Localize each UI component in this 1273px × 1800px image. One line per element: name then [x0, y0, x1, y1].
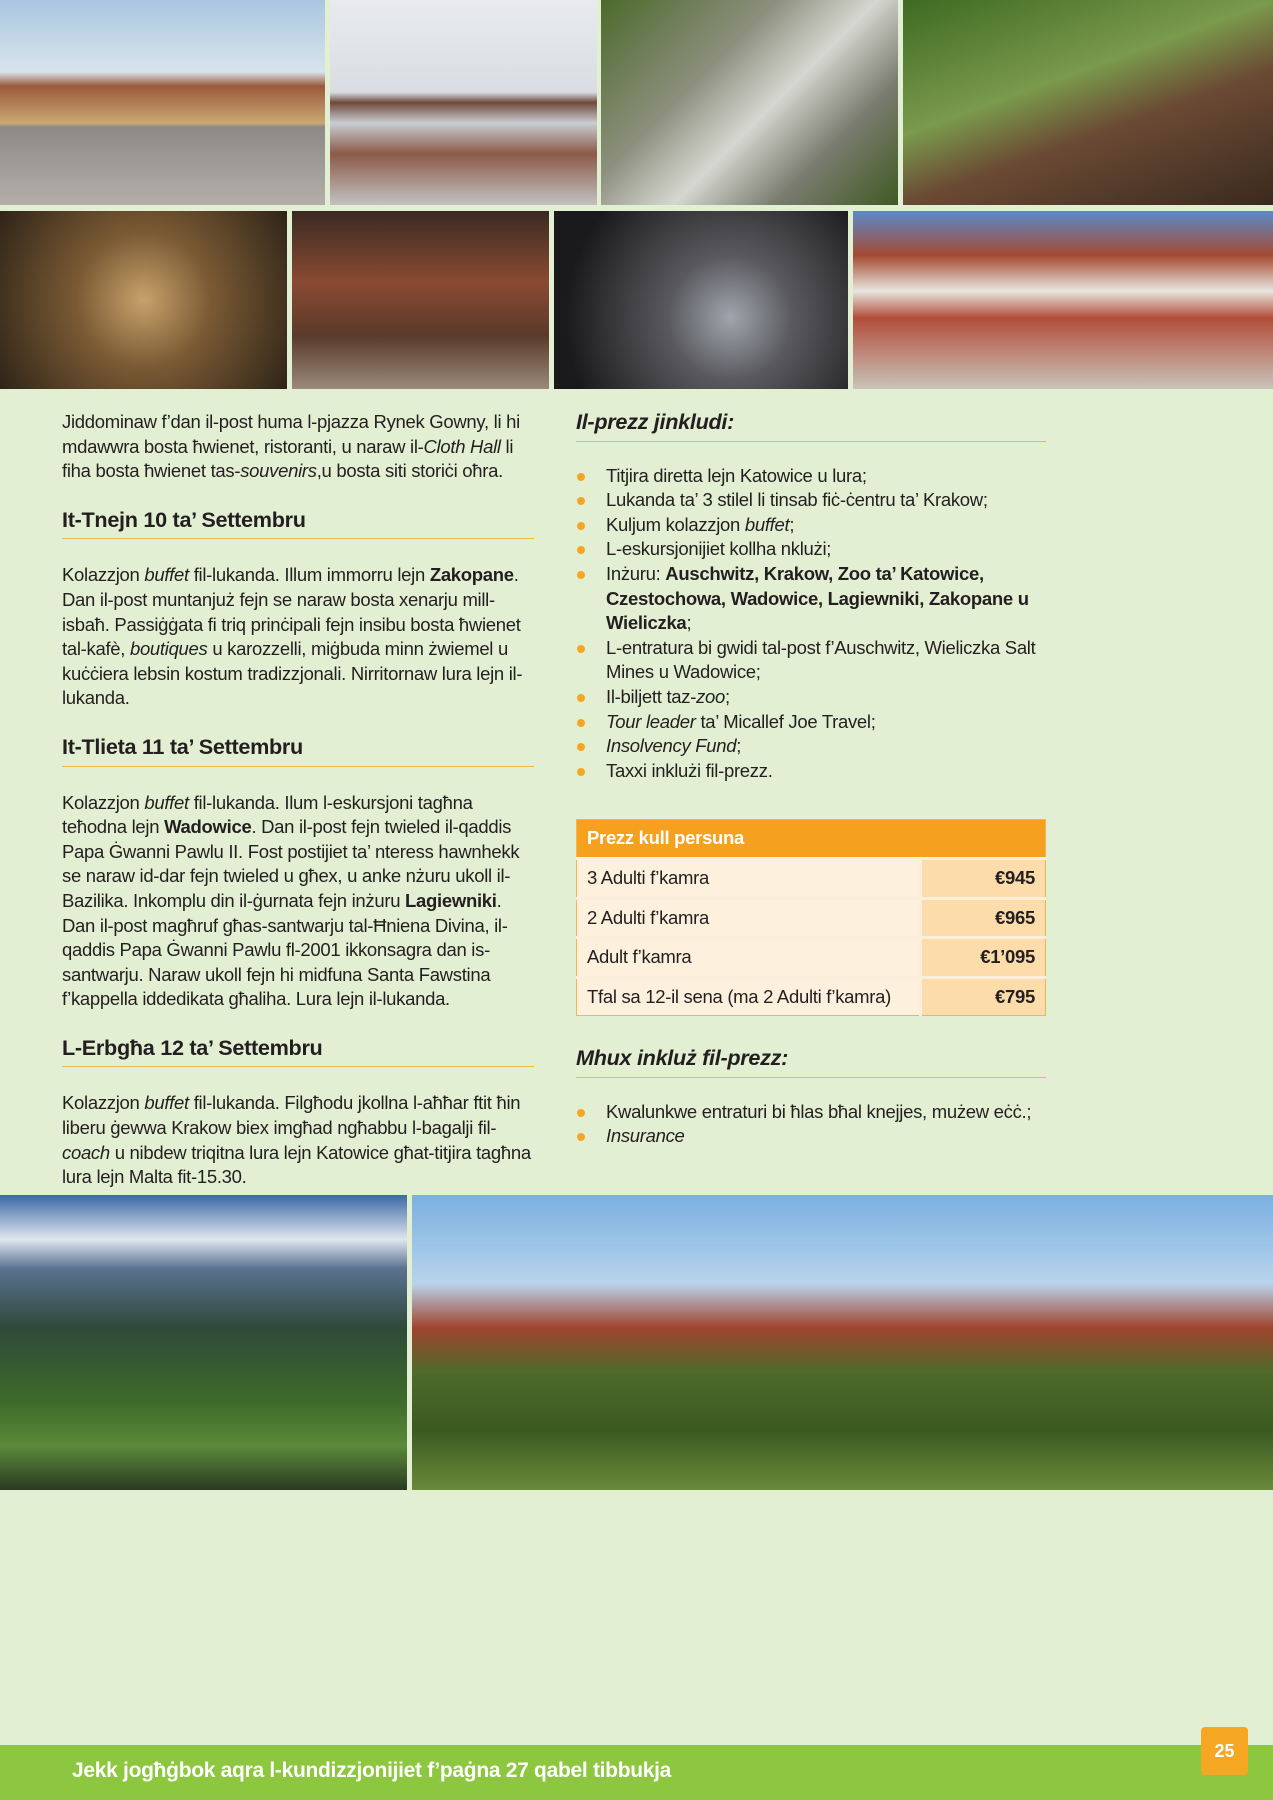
included-list: [576, 464, 1046, 784]
text-segment: fil-lukanda. Filgħodu jkollna l-aħħar ftit ħin liberu ġewwa Krakow biex imgħad ngħabbu l-bagalji fil-: [62, 1092, 521, 1139]
text-segment: Wadowice: [164, 816, 252, 838]
text-segment: Kolazzjon: [62, 791, 145, 813]
details-column: [576, 410, 1046, 1149]
day-text-tuesday: [62, 791, 534, 1012]
photo-tatra-mountains: [0, 1195, 407, 1490]
text-segment: Kwalunkwe entraturi bi ħlas bħal knejjes, mużew eċċ.;: [606, 1100, 1032, 1122]
photo-krakow-market-square: [0, 0, 325, 205]
text-segment: Insurance: [606, 1125, 685, 1147]
text-segment: Zakopane: [429, 564, 514, 586]
price-row: [577, 858, 1046, 898]
day-heading-wednesday: L-Erbgħa 12 ta’ Settembru: [62, 1036, 534, 1068]
text-segment: ;: [736, 735, 742, 757]
list-item: [576, 488, 1046, 513]
included-heading: Il-prezz jinkludi:: [576, 410, 1046, 442]
text-segment: . Dan il-post magħruf għas-santwarju tal-Ħniena Divina, il-qaddis Papa Ġwanni Pawlu fl-2001 ikkonsagra dan is-santwarju. Naraw ukoll fejn hi midfuna Santa Fawstina f’kappella iddedikata għaliha. Lura lejn il-lukanda.: [62, 889, 508, 1010]
itinerary-column: [62, 410, 534, 1214]
photo-divine-mercy-sanctuary: [330, 0, 597, 205]
text-segment: Lagiewniki: [405, 889, 497, 911]
footer-bar: [0, 1745, 1273, 1800]
text-segment: ;: [789, 513, 795, 535]
text-segment: Taxxi inklużi fil-prezz.: [606, 759, 773, 781]
text-segment: ,u bosta siti storiċi oħra.: [316, 460, 503, 482]
text-segment: Titjira diretta lejn Katowice u lura;: [606, 464, 867, 486]
list-item: [576, 1124, 1046, 1149]
text-segment: Kolazzjon: [62, 1092, 145, 1114]
photo-auschwitz-crematorium: [292, 211, 549, 389]
text-segment: coach: [62, 1141, 110, 1163]
photo-red-panda-zoo: [903, 0, 1273, 205]
text-segment: L-entratura bi gwidi tal-post f’Auschwitz, Wieliczka Salt Mines u Wadowice;: [606, 636, 1036, 683]
price-label: Tfal sa 12-il sena (ma 2 Adulti f’kamra): [577, 977, 921, 1016]
price-value: €965: [921, 898, 1046, 938]
text-segment: u nibdew triqitna lura lejn Katowice għat-titjira tagħna lura lejn Malta fit-15.30.: [62, 1141, 531, 1188]
day-text-wednesday: [62, 1091, 534, 1189]
text-segment: zoo: [696, 685, 726, 707]
intro-paragraph: [62, 410, 534, 484]
text-segment: boutiques: [129, 638, 208, 660]
photo-salt-mine-chapel: [0, 211, 287, 389]
photo-wawel-castle: [412, 1195, 1273, 1490]
text-segment: fil-lukanda. Ilum l-eskursjoni tagħna teħodna lejn: [62, 791, 473, 838]
text-segment: . Dan il-post muntanjuż fejn se naraw bosta xenarju mill-isbaħ. Passiġġata fi triq prinċipali fejn insibu bosta ħwienet tal-kafè,: [62, 564, 521, 660]
list-item: [576, 562, 1046, 636]
text-segment: ta’ Micallef Joe Travel;: [695, 710, 876, 732]
text-segment: L-eskursjonijiet kollha nklużi;: [606, 538, 832, 560]
text-segment: Il-biljett taz-: [606, 685, 697, 707]
photo-salt-mine-sculptures: [554, 211, 848, 389]
price-label: 3 Adulti f’kamra: [577, 858, 921, 898]
text-segment: Kolazzjon: [62, 564, 145, 586]
text-segment: ;: [686, 612, 692, 634]
list-item: [576, 513, 1046, 538]
price-row: [577, 938, 1046, 978]
photo-lagiewniki-bells: [853, 211, 1273, 389]
list-item: [576, 734, 1046, 759]
price-table: [576, 819, 1046, 1016]
text-segment: Kuljum kolazzjon: [606, 513, 745, 535]
price-value: €795: [921, 977, 1046, 1016]
text-segment: Insolvency Fund: [606, 735, 737, 757]
text-segment: . Dan il-post fejn twieled il-qaddis Papa Ġwanni Pawlu II. Fost postijiet ta’ nteress hawnhekk se naraw id-dar fejn twieled u għex, u anke nżuru ukoll il-Bazilika. Inkomplu din il-ġurnata fejn inżuru: [62, 816, 520, 911]
price-table-title: Prezz kull persuna: [577, 820, 1046, 859]
price-row: [577, 898, 1046, 938]
text-segment: ;: [725, 685, 730, 707]
list-item: [576, 710, 1046, 735]
list-item: [576, 464, 1046, 489]
excluded-heading: Mhux inkluż fil-prezz:: [576, 1046, 1046, 1078]
text-segment: buffet: [744, 513, 790, 535]
list-item: [576, 1100, 1046, 1125]
text-segment: Cloth Hall: [423, 435, 501, 457]
text-segment: li fiha bosta ħwienet tas-: [62, 435, 514, 482]
text-segment: buffet: [144, 564, 189, 586]
text-segment: Inżuru:: [606, 562, 666, 584]
text-segment: Jiddominaw f’dan il-post huma l-pjazza Rynek Gowny, li hi mdawwra bosta ħwienet, ristoranti, u naraw il-: [62, 411, 520, 457]
list-item: [576, 759, 1046, 784]
list-item: [576, 537, 1046, 562]
list-item: [576, 685, 1046, 710]
text-segment: buffet: [144, 791, 189, 813]
text-segment: Tour leader: [606, 710, 696, 732]
price-value: €1’095: [921, 938, 1046, 978]
price-value: €945: [921, 858, 1046, 898]
price-row: [577, 977, 1046, 1016]
text-segment: fil-lukanda. Illum immorru lejn: [188, 564, 430, 586]
text-segment: buffet: [144, 1092, 189, 1114]
list-item: [576, 636, 1046, 685]
price-label: Adult f’kamra: [577, 938, 921, 978]
text-segment: souvenirs: [240, 460, 317, 482]
text-segment: Auschwitz, Krakow, Zoo ta’ Katowice, Czestochowa, Wadowice, Lagiewniki, Zakopane u Wieliczka: [606, 562, 1029, 634]
day-heading-tuesday: It-Tlieta 11 ta’ Settembru: [62, 735, 534, 767]
text-segment: u karozzelli, miġbuda minn żwiemel u kuċċiera lebsin kostum tradizzjonali. Nirritornaw lura lejn il-lukanda.: [62, 638, 523, 709]
photo-mountain-stream: [601, 0, 898, 205]
text-segment: Lukanda ta’ 3 stilel li tinsab fiċ-ċentru ta’ Krakow;: [606, 489, 988, 511]
price-label: 2 Adulti f’kamra: [577, 898, 921, 938]
day-text-monday: [62, 563, 534, 711]
day-heading-monday: It-Tnejn 10 ta’ Settembru: [62, 508, 534, 540]
excluded-list: [576, 1100, 1046, 1149]
page-number-badge: 25: [1201, 1727, 1248, 1775]
footer-notice: Jekk jogħġbok aqra l-kundizzjonijiet f’paġna 27 qabel tibbukja: [72, 1759, 672, 1782]
